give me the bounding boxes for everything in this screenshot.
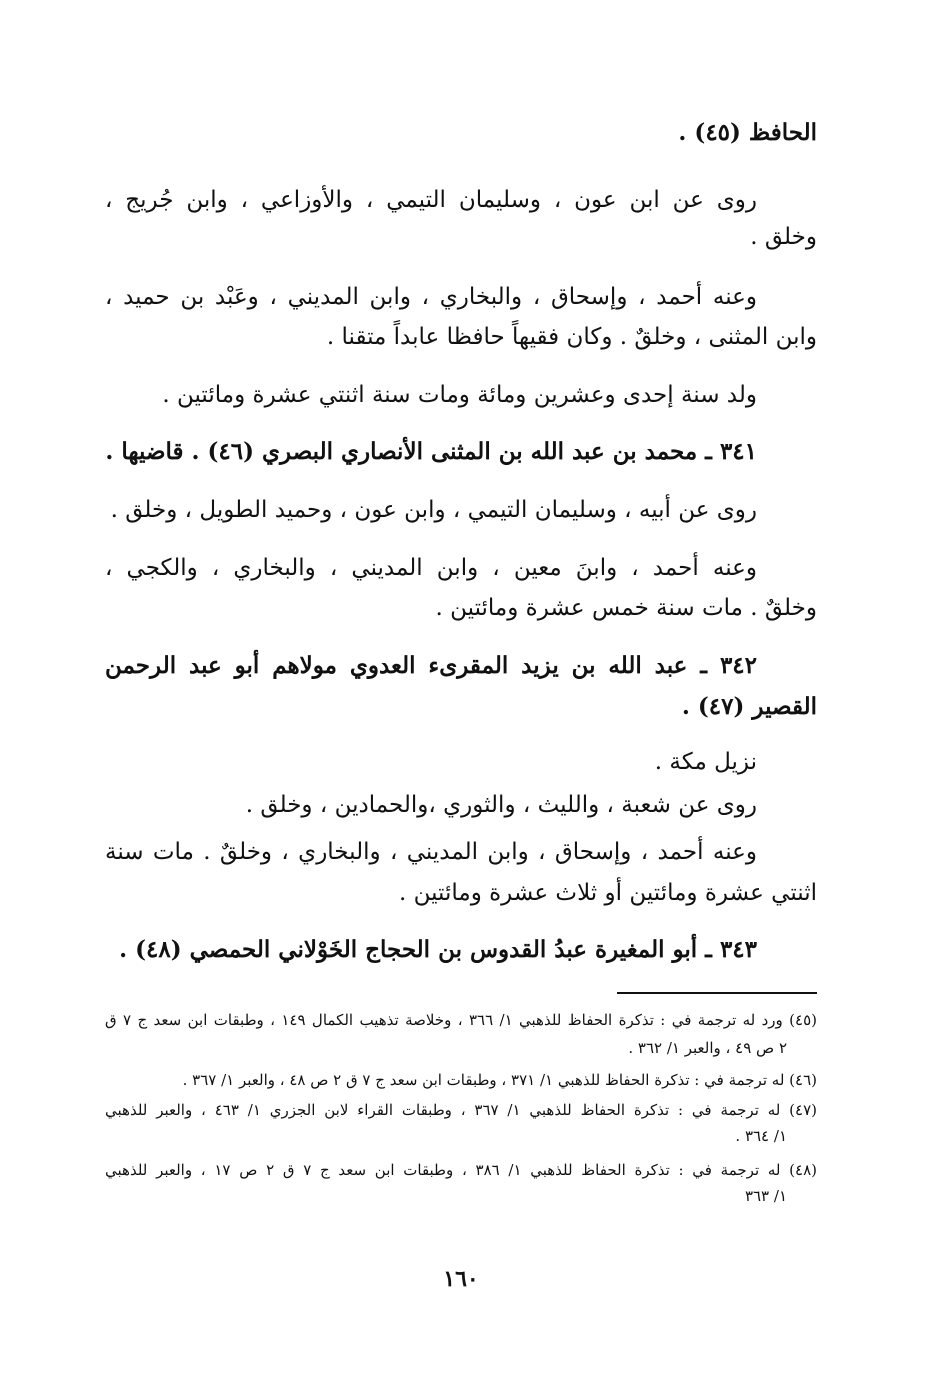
footnote-48-cont: ١/ ٣٦٣ [744, 1187, 787, 1205]
text-line: وعنه أحمد ، وابنَ معين ، وابن المديني ، والبخاري ، والكجي ، [105, 555, 757, 581]
text-line: روى عن أبيه ، وسليمان التيمي ، وابن عون ، وحميد الطويل ، وخلق . [110, 497, 757, 523]
entry-heading-343: ٣٤٣ ـ أبو المغيرة عبدُ القدوس بن الحجاج الخَوْلاني الحمصي (٤٨) . [119, 936, 757, 963]
footnote-46: (٤٦) له ترجمة في : تذكرة الحفاظ للذهبي ١/ ٣٧١ ، وطبقات ابن سعد ج ٧ ق ٢ ص ٤٨ ، والعبر ١/ ٣٦٧ . [182, 1071, 817, 1089]
text-line: روى عن ابن عون ، وسليمان التيمي ، والأوزاعي ، وابن جُريج ، [105, 187, 757, 213]
text-line: نزيل مكة . [654, 749, 757, 775]
text-line: القصير (٤٧) . [681, 693, 817, 720]
page-content [105, 0, 817, 1386]
text-line: وعنه أحمد ، وإسحاق ، والبخاري ، وابن المديني ، وعَبْد بن حميد ، [105, 284, 757, 310]
text-line: وخلقٌ . مات سنة خمس عشرة ومائتين . [435, 595, 817, 621]
footnote-48: (٤٨) له ترجمة في : تذكرة الحفاظ للذهبي ١/ ٣٨٦ ، وطبقات ابن سعد ج ٧ ق ٢ ص ١٧ ، والعبر للذهبي [105, 1161, 817, 1179]
text-line: وخلق . [750, 224, 817, 250]
footnote-47-cont: ١/ ٣٦٤ . [735, 1127, 787, 1145]
text-line: الحافظ (٤٥) . [678, 119, 817, 146]
page-number: ١٦٠ [443, 1266, 479, 1292]
footnote-45-cont: ٢ ص ٤٩ ، والعبر ١/ ٣٦٢ . [628, 1039, 787, 1057]
entry-heading-342: ٣٤٢ ـ عبد الله بن يزيد المقرىء العدوي مولاهم أبو عبد الرحمن [105, 652, 757, 679]
text-line: روى عن شعبة ، والليث ، والثوري ،والحمادين ، وخلق . [245, 792, 757, 818]
text-line: وابن المثنى ، وخلقٌ . وكان فقيهاً حافظا عابداً متقنا . [326, 324, 817, 350]
footnote-47: (٤٧) له ترجمة في : تذكرة الحفاظ للذهبي ١/ ٣٦٧ ، وطبقات القراء لابن الجزري ١/ ٤٦٣ ، والعبر للذهبي [105, 1101, 818, 1119]
text-line: ولد سنة إحدى وعشرين ومائة ومات سنة اثنتي عشرة ومائتين . [162, 382, 757, 408]
footnote-separator [617, 992, 817, 994]
text-line: وعنه أحمد ، وإسحاق ، وابن المديني ، والبخاري ، وخلقٌ . مات سنة [105, 839, 757, 865]
footnote-45: (٤٥) ورد له ترجمة في : تذكرة الحفاظ للذهبي ١/ ٣٦٦ ، وخلاصة تذهيب الكمال ١٤٩ ، وطبقات ابن سعد ج ٧ ق [105, 1011, 818, 1029]
text-line: اثنتي عشرة ومائتين أو ثلاث عشرة ومائتين . [398, 880, 817, 906]
entry-heading-341: ٣٤١ ـ محمد بن عبد الله بن المثنى الأنصاري البصري (٤٦) . قاضيها . [105, 438, 757, 465]
